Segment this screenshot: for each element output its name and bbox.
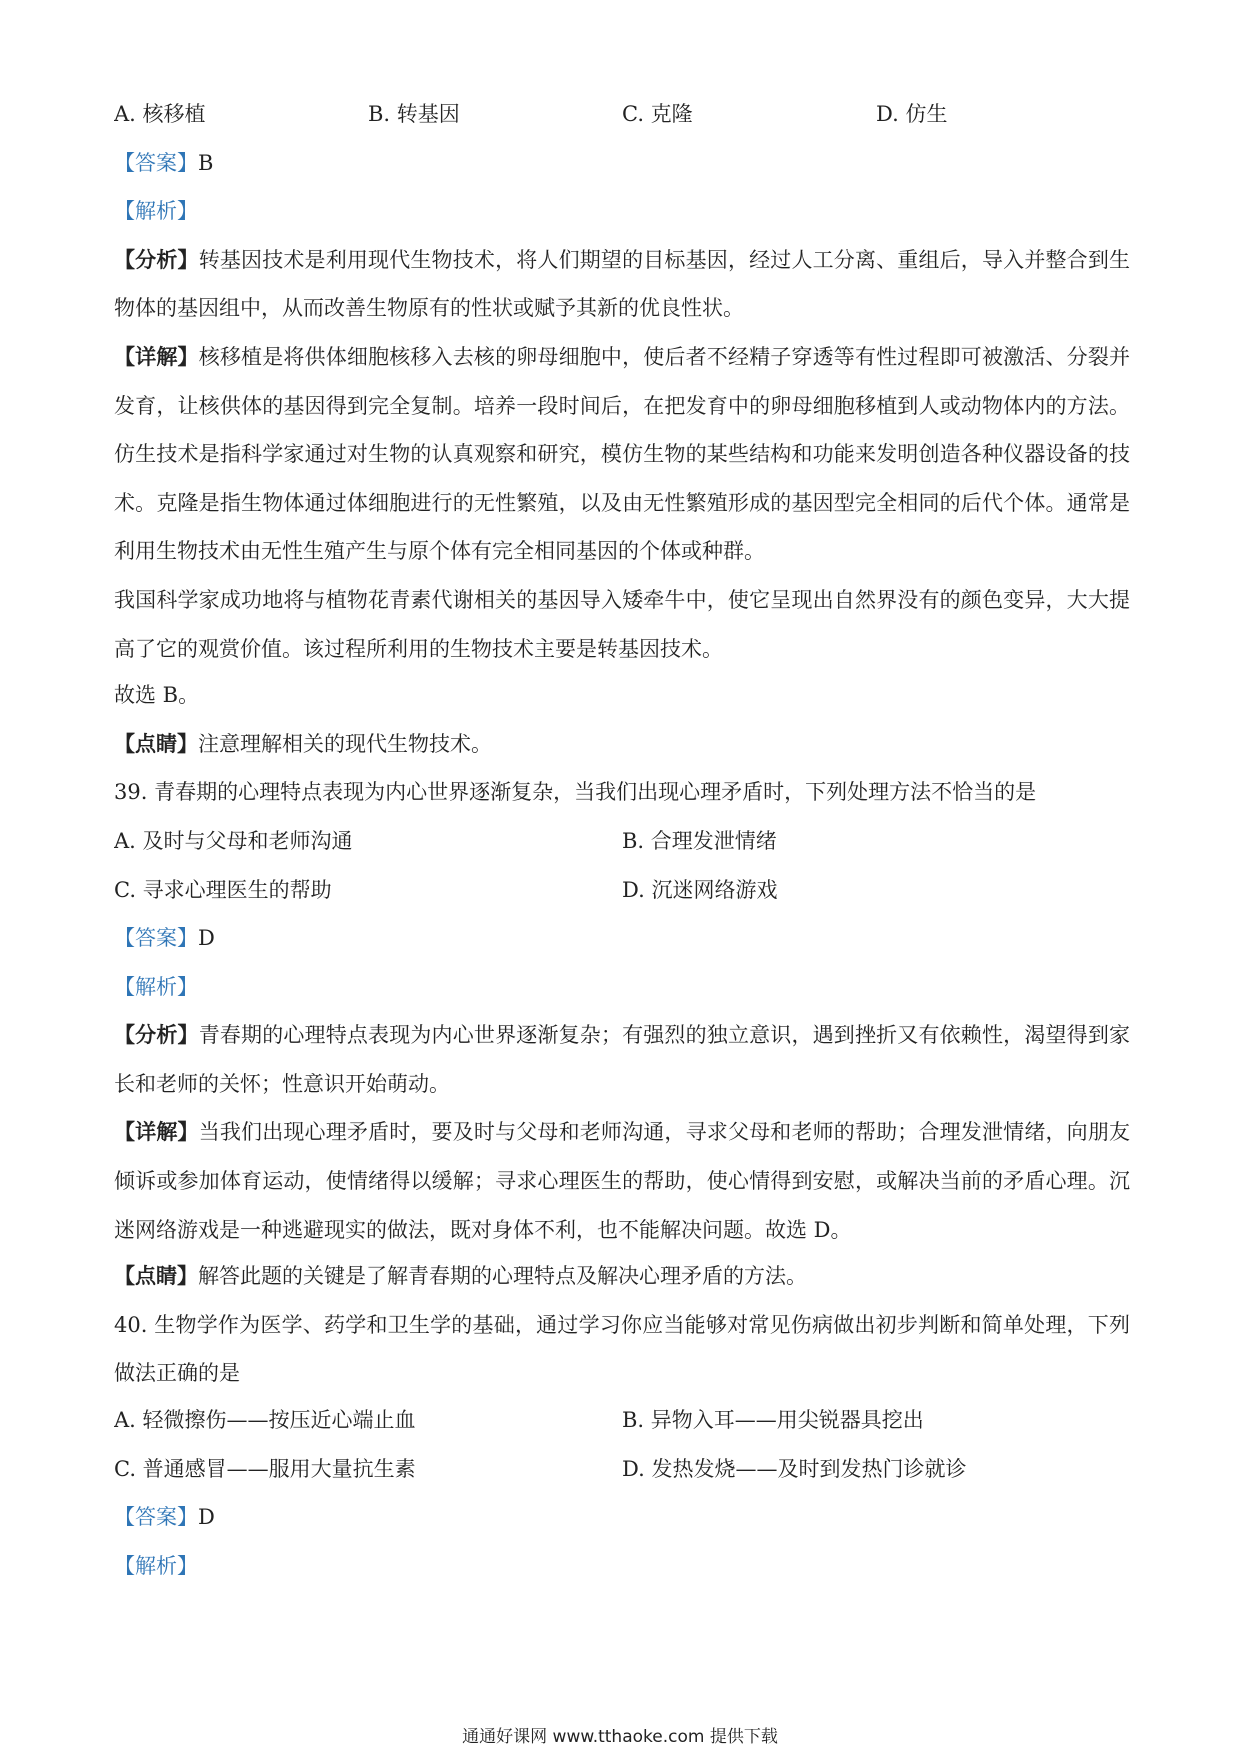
q38-options [114, 100, 1130, 128]
q40-options-row2 [114, 1455, 1130, 1483]
fenxi-tag: 【分析】 [114, 246, 199, 272]
xiangjie-text-2: 我国科学家成功地将与植物花青素代谢相关的基因导入矮牵牛中，使它呈现出自然界没有的颜色变异，大大提高了它的观赏价值。该过程所利用的生物技术主要是转基因技术。 [114, 587, 1130, 661]
dianjing-text: 解答此题的关键是了解青春期的心理特点及解决心理矛盾的方法。 [198, 1264, 807, 1289]
fenxi-text: 青春期的心理特点表现为内心世界逐渐复杂；有强烈的独立意识，遇到挫折又有依赖性，渴望得到家长和老师的关怀；性意识开始萌动。 [114, 1023, 1131, 1096]
answer-tag: 【答案】 [114, 926, 198, 951]
q39-stem [114, 778, 1130, 806]
dianjing-text: 注意理解相关的现代生物技术。 [198, 731, 492, 756]
analysis-tag: 【解析】 [114, 974, 198, 999]
q38-xiangjie [114, 333, 1130, 576]
answer-tag: 【答案】 [114, 150, 198, 175]
choose-text: 故选 B。 [114, 683, 200, 708]
q39-option-a: A. 及时与父母和老师沟通 [114, 828, 353, 853]
q38-option-a: A. 核移植 [114, 102, 206, 126]
q40-stem [114, 1301, 1130, 1398]
fenxi-tag: 【分析】 [114, 1022, 199, 1048]
answer-value: D [198, 926, 215, 951]
dianjing-tag: 【点睛】 [114, 730, 198, 756]
xiangjie-text: 当我们出现心理矛盾时，要及时与父母和老师沟通，寻求父母和老师的帮助；合理发泄情绪，向朋友倾诉或参加体育运动，使情绪得以缓解；寻求心理医生的帮助，使心情得到安慰，或解决当前的矛盾心理。沉迷网络游戏是一种逃避现实的做法，既对身体不利，也不能解决问题。故选 D。 [114, 1120, 1131, 1242]
q38-fenxi [114, 236, 1130, 333]
q40-analysis-heading [114, 1552, 1130, 1580]
question-stem: 40. 生物学作为医学、药学和卫生学的基础，通过学习你应当能够对常见伤病做出初步判断和简单处理，下列做法正确的是 [114, 1312, 1130, 1386]
q38-xiangjie-cont [114, 576, 1130, 673]
question-stem: 39. 青春期的心理特点表现为内心世界逐渐复杂，当我们出现心理矛盾时，下列处理方法不恰当的是 [114, 780, 1037, 805]
xiangjie-tag: 【详解】 [114, 343, 199, 369]
q39-answer [114, 924, 1130, 952]
q38-option-d: D. 仿生 [876, 102, 948, 126]
q40-option-c: C. 普通感冒——服用大量抗生素 [114, 1456, 416, 1481]
page-content [114, 100, 1130, 1600]
q40-options-row1 [114, 1406, 1130, 1434]
xiangjie-tag: 【详解】 [114, 1119, 199, 1145]
q39-options-row1 [114, 827, 1130, 855]
q40-option-a: A. 轻微擦伤——按压近心端止血 [114, 1408, 416, 1433]
analysis-tag: 【解析】 [114, 199, 198, 224]
q38-option-c: C. 克隆 [622, 102, 693, 126]
answer-value: D [198, 1505, 215, 1530]
q39-option-d: D. 沉迷网络游戏 [622, 877, 778, 902]
q38-option-b: B. 转基因 [368, 102, 460, 126]
q39-option-b: B. 合理发泄情绪 [622, 828, 777, 853]
q39-analysis-heading [114, 973, 1130, 1001]
q39-fenxi [114, 1011, 1130, 1108]
q39-xiangjie [114, 1108, 1130, 1254]
q38-dianjing [114, 730, 1130, 758]
q40-answer [114, 1503, 1130, 1531]
analysis-tag: 【解析】 [114, 1553, 198, 1578]
answer-tag: 【答案】 [114, 1505, 198, 1530]
q39-option-c: C. 寻求心理医生的帮助 [114, 877, 332, 902]
dianjing-tag: 【点睛】 [114, 1263, 198, 1289]
page-footer: 通通好课网 www.tthaoke.com 提供下载 [462, 1727, 778, 1747]
q38-choose [114, 681, 1130, 709]
q39-options-row2 [114, 876, 1130, 904]
q38-answer [114, 149, 1130, 177]
q40-option-d: D. 发热发烧——及时到发热门诊就诊 [622, 1456, 967, 1481]
q40-option-b: B. 异物入耳——用尖锐器具挖出 [622, 1408, 924, 1433]
q38-analysis-heading [114, 197, 1130, 225]
xiangjie-text: 核移植是将供体细胞核移入去核的卵母细胞中，使后者不经精子穿透等有性过程即可被激活、分裂并发育，让核供体的基因得到完全复制。培养一段时间后，在把发育中的卵母细胞移植到人或动物体内的方法。仿生技术是指科学家通过对生物的认真观察和研究，模仿生物的某些结构和功能来发明创造各种仪器设备的技术。克隆是指生物体通过体细胞进行的无性繁殖，以及由无性繁殖形成的基因型完全相同的后代个体。通常是利用生物技术由无性生殖产生与原个体有完全相同基因的个体或种群。 [114, 344, 1131, 564]
q39-dianjing [114, 1262, 1130, 1290]
answer-value: B [198, 150, 214, 175]
fenxi-text: 转基因技术是利用现代生物技术，将人们期望的目标基因，经过人工分离、重组后，导入并整合到生物体的基因组中，从而改善生物原有的性状或赋予其新的优良性状。 [114, 247, 1131, 321]
